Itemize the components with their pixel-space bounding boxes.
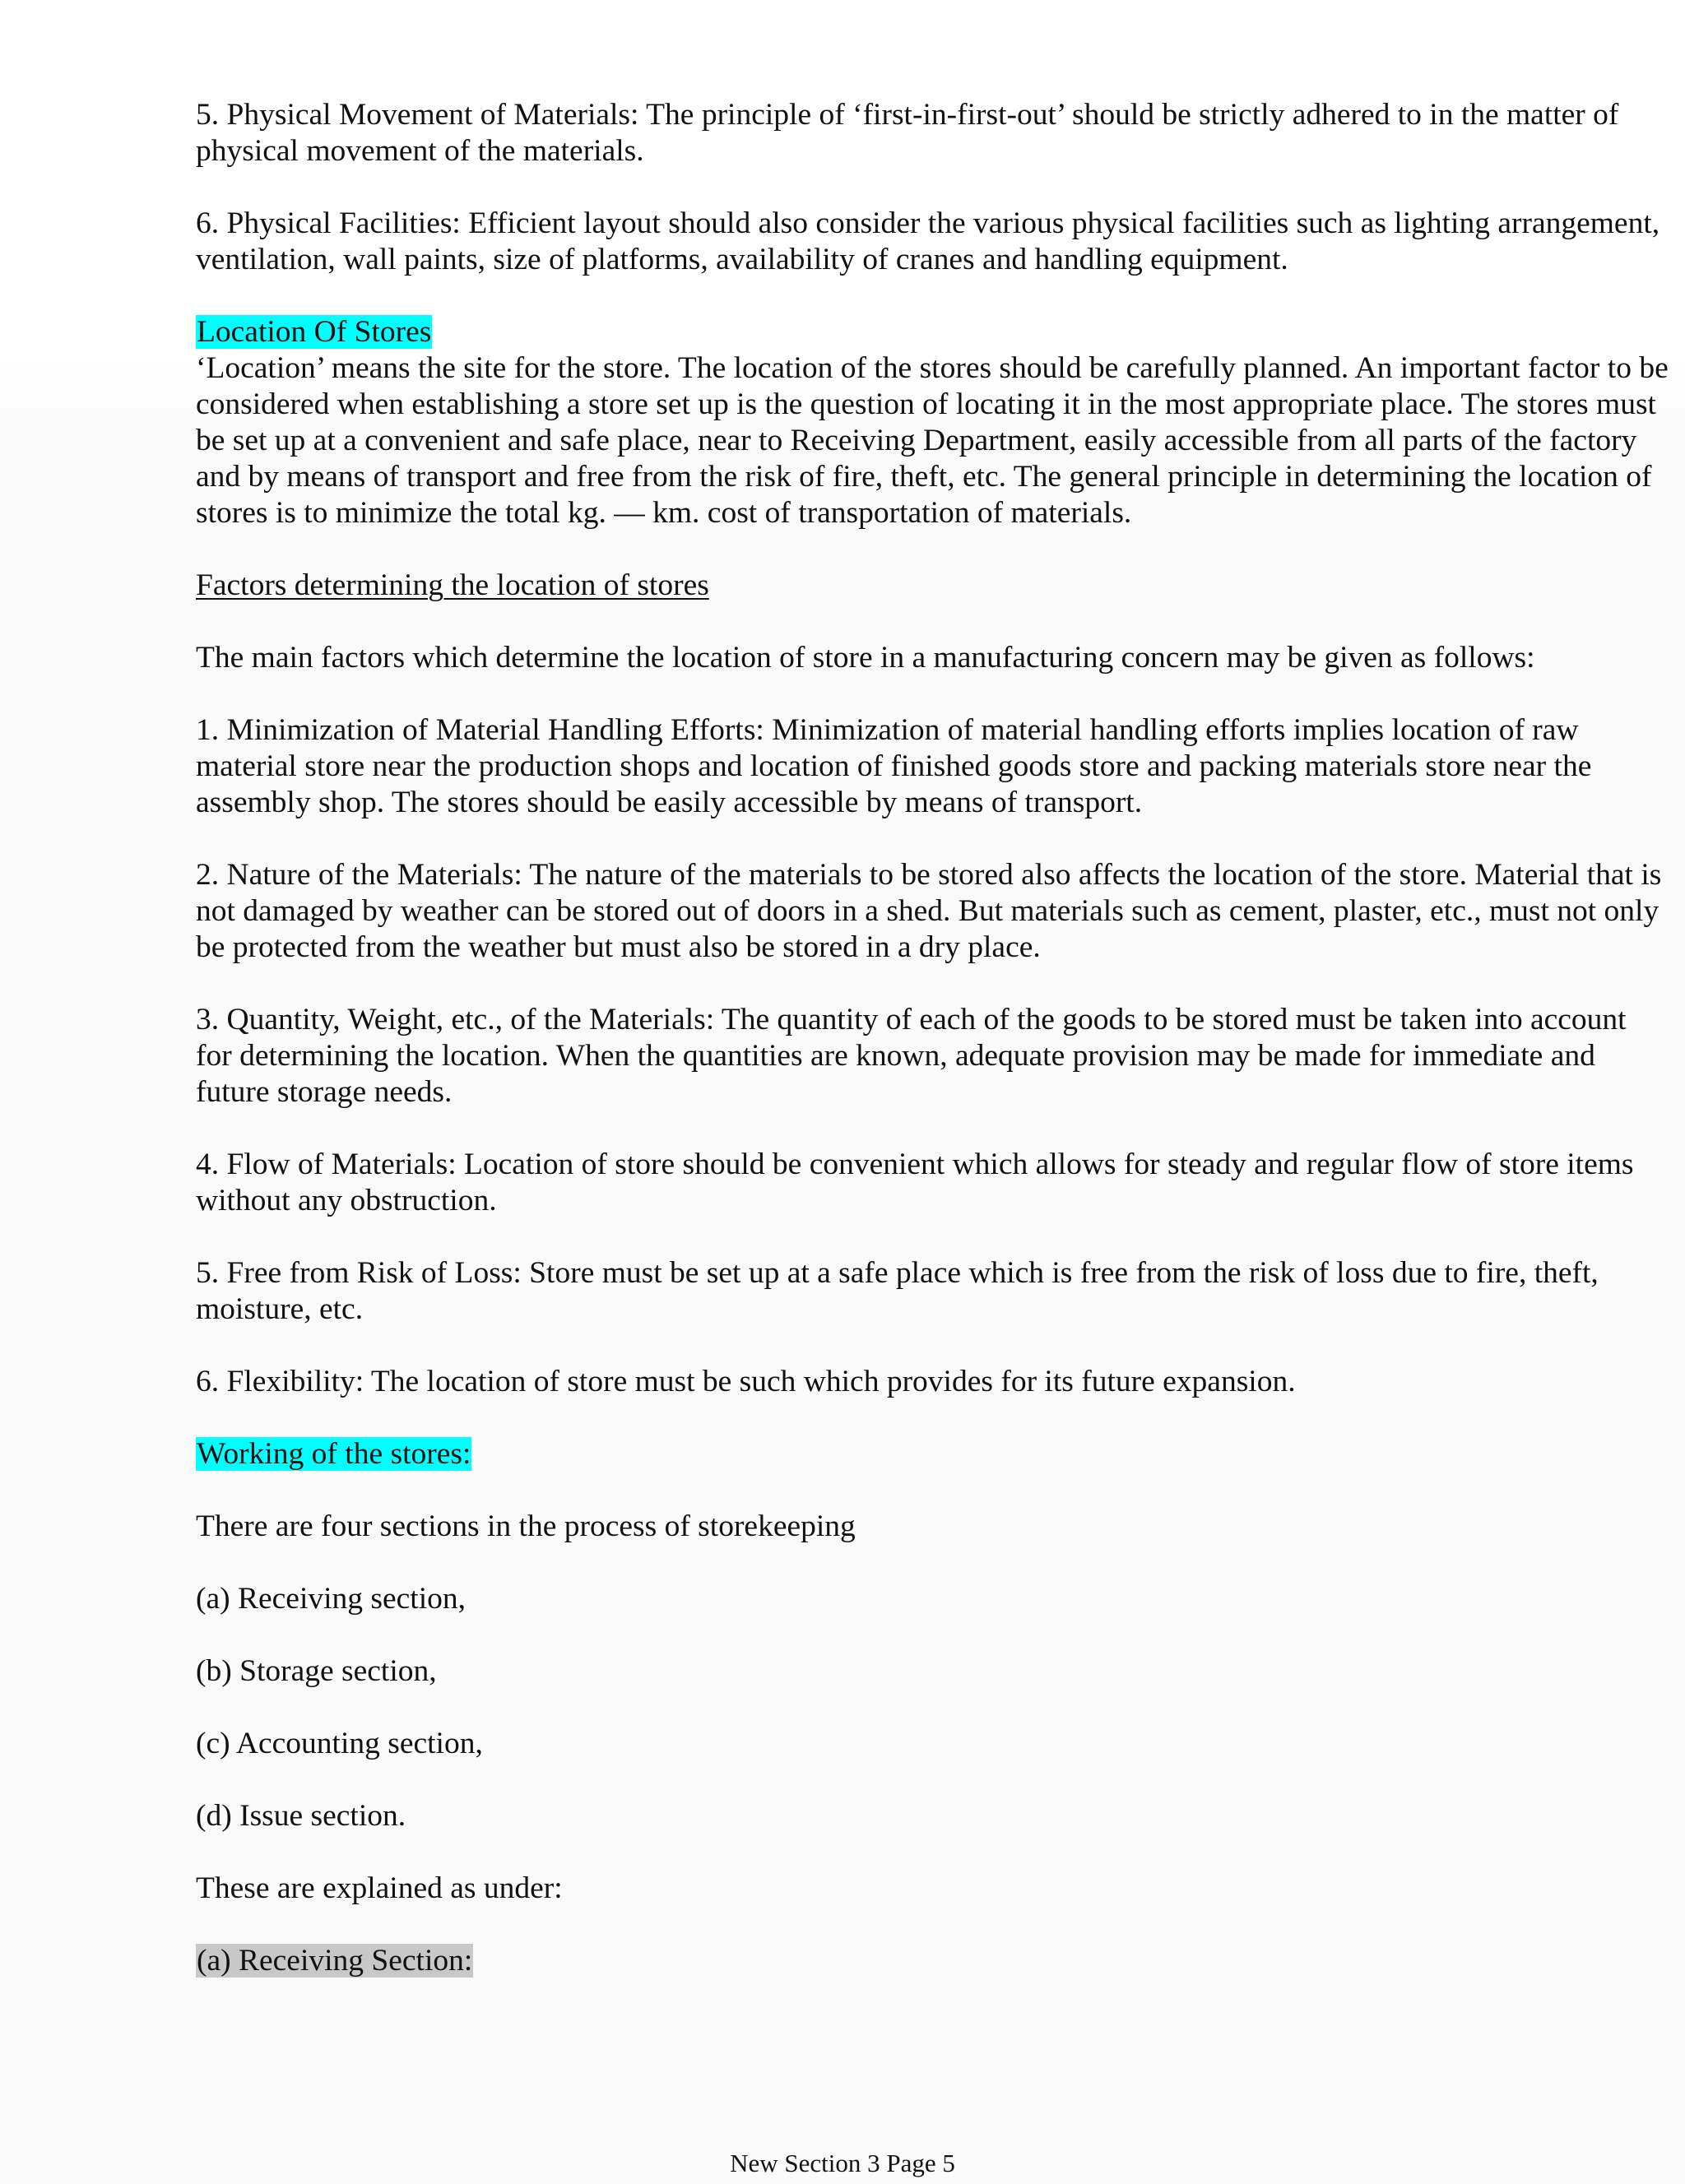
factor-item: 6. Flexibility: The location of store must be such which provides for its future expansion.: [196, 1365, 1296, 1398]
factor-item: 1. Minimization of Material Handling Efforts: Minimization of material handling efforts implies location of raw material store near the production shops and location of finished goods store and packing materials store near the assembly shop. The stores should be easily accessible by means of transport.: [196, 713, 1592, 819]
paragraph-working-intro: There are four sections in the process of storekeeping: [196, 1509, 856, 1543]
section-item: (b) Storage section,: [196, 1654, 437, 1688]
paragraph-physical-movement: 5. Physical Movement of Materials: The principle of ‘first-in-first-out’ should be strictly adhered to in the matter of physical movement of the materials.: [196, 98, 1619, 168]
factor-item: 3. Quantity, Weight, etc., of the Materials: The quantity of each of the goods to be stored must be taken into account for determining the location. When the quantities are known, adequate provision may be made for immediate and future storage needs.: [196, 1003, 1627, 1109]
working-heading-line: [196, 1436, 1669, 1472]
section-item: (d) Issue section.: [196, 1799, 406, 1833]
paragraph-physical-facilities: 6. Physical Facilities: Efficient layout should also consider the various physical facilities such as lighting arrangement, ventilation, wall paints, size of platforms, availability of cranes and handling equipment.: [196, 206, 1660, 276]
page-content: [196, 97, 1669, 2015]
factor-item: 2. Nature of the Materials: The nature of the materials to be stored also affects the location of the store. Material that is not damaged by weather can be stored out of doors in a shed. But materials such as cement, plaster, etc., must not only be protected from the weather but must also be stored in a dry place.: [196, 858, 1662, 964]
factors-heading-line: [196, 568, 1669, 604]
working-heading: Working of the stores:: [197, 1437, 471, 1471]
factor-item: 4. Flow of Materials: Location of store should be convenient which allows for steady and regular flow of store items without any obstruction.: [196, 1148, 1634, 1217]
factors-heading: Factors determining the location of stores: [196, 568, 709, 602]
section-item: (c) Accounting section,: [196, 1727, 483, 1760]
location-heading-line: [196, 314, 1669, 350]
paragraph-explained: These are explained as under:: [196, 1871, 563, 1905]
paragraph-location: ‘Location’ means the site for the store. The location of the stores should be carefully planned. An important factor to be considered when establishing a store set up is the question of locating it in the most appropriate place. The stores must be set up at a convenient and safe place, near to Receiving Department, easily accessible from all parts of the factory and by means of transport and free from the risk of fire, theft, etc. The general principle in determining the location of stores is to minimize the total kg. — km. cost of transportation of materials.: [196, 351, 1669, 530]
factor-item: 5. Free from Risk of Loss: Store must be set up at a safe place which is free from the risk of loss due to fire, theft, moisture, etc.: [196, 1256, 1599, 1326]
receiving-heading: (a) Receiving Section:: [197, 1944, 473, 1978]
paragraph-factors-intro: The main factors which determine the location of store in a manufacturing concern may be given as follows:: [196, 641, 1535, 675]
section-item: (a) Receiving section,: [196, 1582, 466, 1616]
page-footer: New Section 3 Page 5: [730, 2149, 955, 2177]
location-heading: Location Of Stores: [197, 315, 432, 349]
receiving-heading-line: [196, 1943, 1669, 1979]
